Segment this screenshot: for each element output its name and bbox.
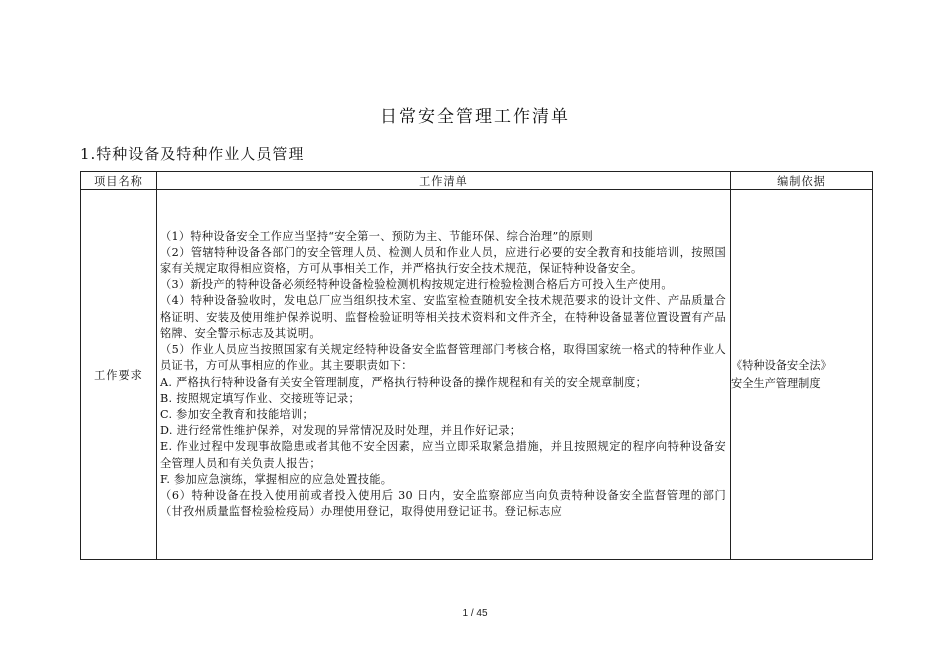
list-item: C. 参加安全教育和技能培训； [160, 407, 315, 421]
page-number: 1 / 45 [462, 608, 488, 619]
basis-law: 《特种设备安全法》 [731, 358, 832, 372]
table-header-row [81, 172, 873, 190]
list-item: D. 进行经常性维护保养，对发现的异常情况及时处理，并且作好记录； [160, 424, 522, 438]
header-item-name: 项目名称 [81, 172, 157, 190]
list-item: （2）管辖特种设备各部门的安全管理人员、检测人员和作业人员，应进行必要的安全教育和技能培训，按照国家有关规定取得相应资格，方可从事相关工作，并严格执行安全技术规范，保证特种设备安全。 [160, 245, 726, 276]
list-item: （4）特种设备验收时，发电总厂应当组织技术室、安监室检查随机安全技术规范要求的设计文件、产品质量合格证明、安装及使用维护保养说明、监督检验证明等相关技术资料和文件齐全，在特种设备显著位置设置有产品铭牌、安全警示标志及其说明。 [160, 294, 726, 340]
work-list-cell [157, 190, 731, 560]
list-item: （1）特种设备安全工作应当坚持“安全第一、预防为主、节能环保、综合治理”的原则 [160, 229, 594, 243]
section-heading: 1.特种设备及特种作业人员管理 [80, 145, 305, 163]
header-work-list: 工作清单 [157, 172, 731, 190]
list-item: A. 严格执行特种设备有关安全管理制度，严格执行特种设备的操作规程和有关的安全规章制度； [160, 375, 648, 389]
list-item: （5）作业人员应当按照国家有关规定经特种设备安全监督管理部门考核合格，取得国家统一格式的特种作业人员证书，方可从事相应的作业。其主要职责如下： [160, 343, 726, 373]
table-row [81, 190, 873, 560]
basis-regulation: 安全生产管理制度 [731, 376, 821, 390]
list-item: B. 按照规定填写作业、交接班等记录； [160, 391, 361, 405]
item-name-cell: 工作要求 [81, 190, 157, 560]
list-item: （3）新投产的特种设备必须经特种设备检验检测机构按规定进行检验检测合格后方可投入生产使用。 [160, 278, 673, 292]
basis-cell [731, 190, 873, 560]
list-item: E. 作业过程中发现事故隐患或者其他不安全因素，应当立即采取紧急措施，并且按照规定的程序向特种设备安全管理人员和有关负责人报告； [160, 440, 727, 470]
list-item: F. 参加应急演练，掌握相应的应急处置技能。 [160, 472, 393, 486]
header-basis: 编制依据 [731, 172, 873, 190]
list-item: （6）特种设备在投入使用前或者投入使用后 30 日内，安全监察部应当向负责特种设备安全监督管理的部门（甘孜州质量监督检验检疫局）办理使用登记，取得使用登记证书。登记标志应 [160, 488, 726, 519]
document-title: 日常安全管理工作清单 [380, 107, 570, 127]
work-checklist-table [80, 171, 873, 560]
